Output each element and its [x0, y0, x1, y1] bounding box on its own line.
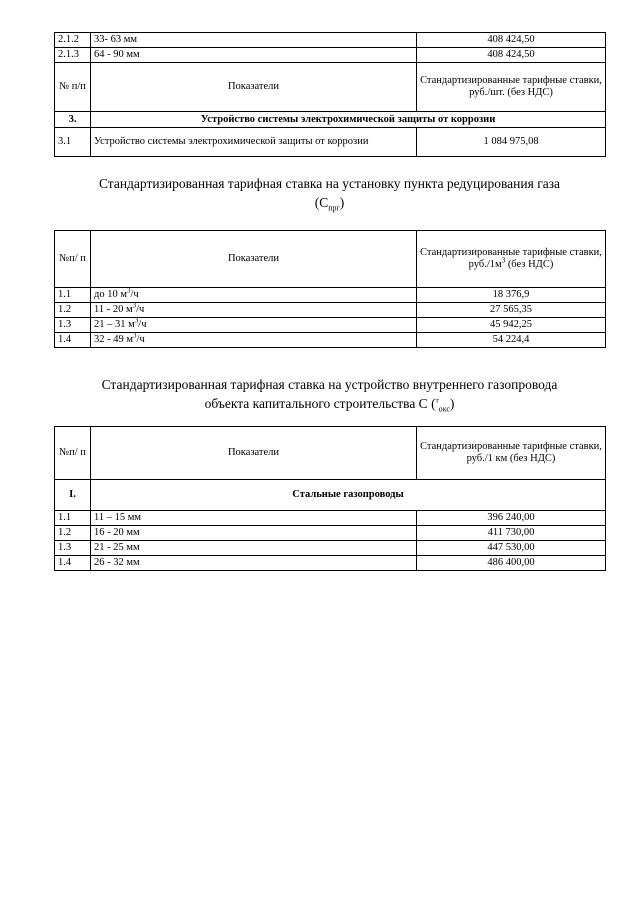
- row-number: 2.1.2: [55, 33, 91, 48]
- header-number: № п/п: [55, 63, 91, 112]
- header-value: Стандартизированные тарифные ставки, $руб./1м^3$ (без НДС): [417, 231, 606, 288]
- row-value: 18 376,9: [417, 288, 606, 303]
- section-title-prg: [54, 174, 605, 212]
- table-row: [55, 333, 606, 348]
- table-header: [55, 63, 606, 112]
- section-number: I.: [55, 480, 91, 511]
- row-number: 1.2: [55, 303, 91, 318]
- table-row: [55, 556, 606, 571]
- table-2: [54, 230, 606, 348]
- section-row: [55, 480, 606, 511]
- section-title: Устройство системы электрохимической защиты от коррозии: [91, 112, 606, 128]
- table-header: [55, 231, 606, 288]
- row-label: 16 - 20 мм: [91, 526, 417, 541]
- row-value: 447 530,00: [417, 541, 606, 556]
- row-number: 1.3: [55, 541, 91, 556]
- row-label: 32 - 49 $м^3/ч$: [91, 333, 417, 348]
- row-number: 1.4: [55, 333, 91, 348]
- title-line: Стандартизированная тарифная ставка на установку пункта редуцирования газа: [98, 176, 561, 191]
- table-row: [55, 48, 606, 63]
- table-row: [55, 318, 606, 333]
- row-label: Устройство системы электрохимической защиты от коррозии: [91, 128, 417, 157]
- table-row: [55, 288, 606, 303]
- row-number: 1.2: [55, 526, 91, 541]
- header-label: Показатели: [91, 231, 417, 288]
- table-row: [55, 303, 606, 318]
- row-label: до 10 $м^3/ч$: [91, 288, 417, 303]
- header-number: №п/ п: [55, 231, 91, 288]
- row-value: 1 084 975,08: [417, 128, 606, 157]
- section-title: Стальные газопроводы: [91, 480, 606, 511]
- row-value: 486 400,00: [417, 556, 606, 571]
- row-number: 2.1.3: [55, 48, 91, 63]
- row-number: 3.1: [55, 128, 91, 157]
- table-row: [55, 128, 606, 157]
- table-1: [54, 32, 606, 157]
- row-label: 11 - 20 $м^3/ч$: [91, 303, 417, 318]
- row-label: 21 – 31 $м^3/ч$: [91, 318, 417, 333]
- row-label: 33- 63 мм: [91, 33, 417, 48]
- header-label: Показатели: [91, 63, 417, 112]
- row-label: 21 - 25 мм: [91, 541, 417, 556]
- table-row: [55, 541, 606, 556]
- header-value: Стандартизированные тарифные ставки, руб./1 км (без НДС): [417, 427, 606, 480]
- row-value: 396 240,00: [417, 511, 606, 526]
- row-value: 408 424,50: [417, 33, 606, 48]
- row-label: 26 - 32 мм: [91, 556, 417, 571]
- section-title-oks: [54, 375, 605, 413]
- row-number: 1.4: [55, 556, 91, 571]
- title-line: объекта капитального строительства С ($^т_{окс}$): [204, 396, 455, 414]
- row-number: 1.1: [55, 511, 91, 526]
- row-value: 27 565,35: [417, 303, 606, 318]
- row-number: 1.3: [55, 318, 91, 333]
- row-value: 408 424,50: [417, 48, 606, 63]
- title-line: Стандартизированная тарифная ставка на устройство внутреннего газопровода: [101, 377, 558, 392]
- row-value: 45 942,25: [417, 318, 606, 333]
- header-value: Стандартизированные тарифные ставки, руб./шт. (без НДС): [417, 63, 606, 112]
- row-label: 11 – 15 мм: [91, 511, 417, 526]
- section-number: 3.: [55, 112, 91, 128]
- table-3: [54, 426, 606, 571]
- table-row: [55, 33, 606, 48]
- row-number: 1.1: [55, 288, 91, 303]
- row-value: 54 224,4: [417, 333, 606, 348]
- section-row: [55, 112, 606, 128]
- table-header: [55, 427, 606, 480]
- table-row: [55, 526, 606, 541]
- header-label: Показатели: [91, 427, 417, 480]
- header-number: №п/ п: [55, 427, 91, 480]
- table-row: [55, 511, 606, 526]
- row-value: 411 730,00: [417, 526, 606, 541]
- title-line: $(С_{прг})$: [314, 195, 345, 213]
- row-label: 64 - 90 мм: [91, 48, 417, 63]
